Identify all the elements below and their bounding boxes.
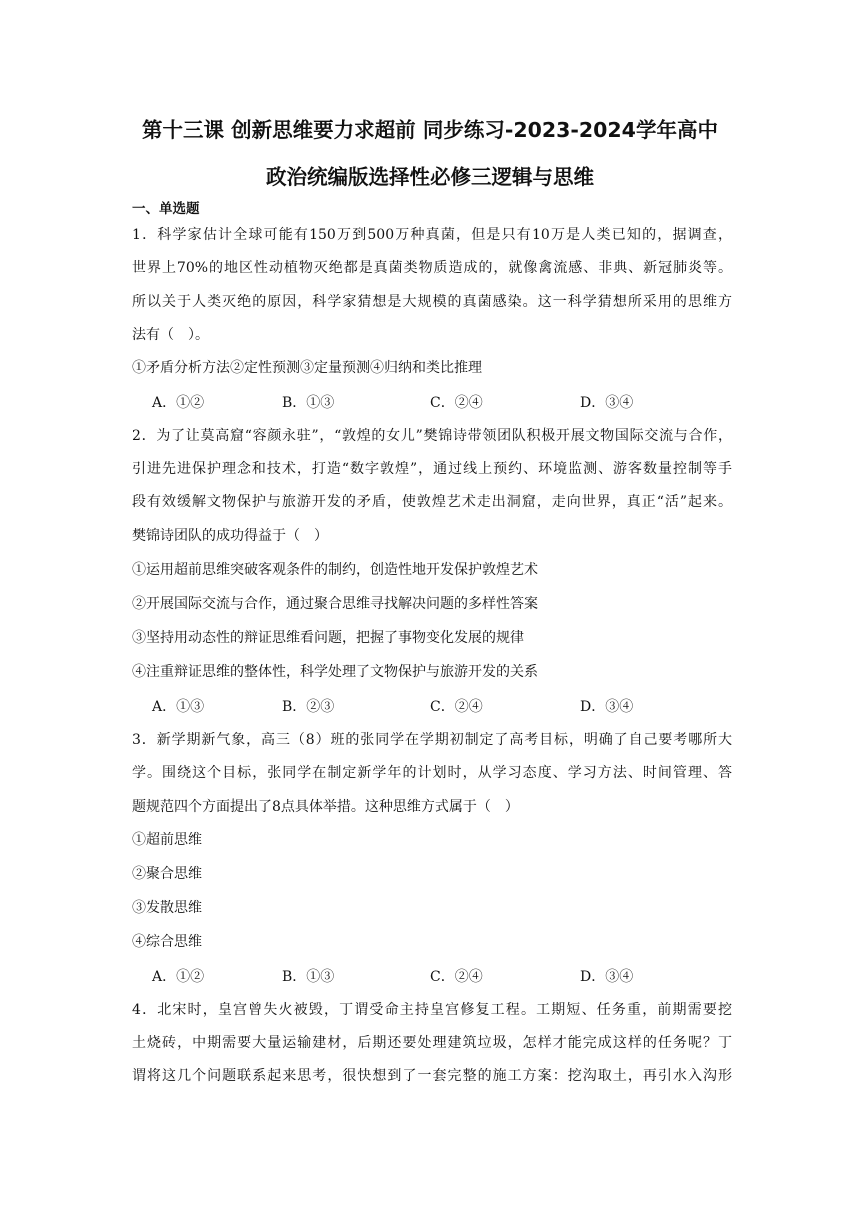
option-b: B．②③ <box>282 699 335 715</box>
statement-line: ③坚持用动态性的辩证思维看问题，把握了事物变化发展的规律 <box>132 630 524 646</box>
question-text-line: 段有效缓解文物保护与旅游开发的矛盾，使敦煌艺术走出洞窟，走向世界，真正“活”起来。 <box>132 494 732 510</box>
statement-line: ②开展国际交流与合作，通过聚合思维寻找解决问题的多样性答案 <box>132 596 538 612</box>
question-text-line: 1．科学家估计全球可能有150万到500万种真菌，但是只有10万是人类已知的，据调查， <box>132 227 732 243</box>
option-d: D．③④ <box>580 969 634 985</box>
option-a: A．①③ <box>152 699 205 715</box>
statement-line: ①矛盾分析方法②定性预测③定量预测④归纳和类比推理 <box>132 360 482 376</box>
question-text-line: 樊锦诗团队的成功得益于（ ） <box>132 528 328 544</box>
section-heading: 一、单选题 <box>132 201 200 217</box>
question-text-line: 引进先进保护理念和技术，打造“数字敦煌”，通过线上预约、环境监测、游客数量控制等手 <box>132 461 732 477</box>
option-c: C．②④ <box>430 395 483 411</box>
question-text-line: 3．新学期新气象，高三（8）班的张同学在学期初制定了高考目标，明确了自己要考哪所大 <box>132 732 732 748</box>
option-d: D．③④ <box>580 699 634 715</box>
question-text-line: 4．北宋时，皇宫曾失火被毁，丁谓受命主持皇宫修复工程。工期短、任务重，前期需要挖 <box>132 1002 732 1018</box>
question-text-line: 学。围绕这个目标，张同学在制定新学年的计划时，从学习态度、学习方法、时间管理、答 <box>132 765 732 781</box>
statement-line: ④注重辩证思维的整体性，科学处理了文物保护与旅游开发的关系 <box>132 664 538 680</box>
question-text-line: 2．为了让莫高窟“容颜永驻”，“敦煌的女儿”樊锦诗带领团队积极开展文物国际交流与合作， <box>132 428 732 444</box>
statement-line: ①超前思维 <box>132 832 202 848</box>
statement-line: ④综合思维 <box>132 934 202 950</box>
statement-line: ③发散思维 <box>132 900 202 916</box>
question-text-line: 谓将这几个问题联系起来思考，很快想到了一套完整的施工方案：挖沟取土，再引水入沟形 <box>132 1068 732 1084</box>
option-b: B．①③ <box>282 969 335 985</box>
question-text-line: 土烧砖，中期需要大量运输建材，后期还要处理建筑垃圾，怎样才能完成这样的任务呢？丁 <box>132 1035 732 1051</box>
question-text-line: 法有（ ）。 <box>132 327 209 343</box>
option-c: C．②④ <box>430 969 483 985</box>
question-text-line: 题规范四个方面提出了8点具体举措。这种思维方式属于（ ） <box>132 799 519 815</box>
option-b: B．①③ <box>282 395 335 411</box>
question-text-line: 世界上70%的地区性动植物灭绝都是真菌类物质造成的，就像禽流感、非典、新冠肺炎等。 <box>132 260 732 276</box>
option-a: A．①② <box>152 395 205 411</box>
statement-line: ①运用超前思维突破客观条件的制约，创造性地开发保护敦煌艺术 <box>132 562 538 578</box>
option-a: A．①② <box>152 969 205 985</box>
question-text-line: 所以关于人类灭绝的原因，科学家猜想是大规模的真菌感染。这一科学猜想所采用的思维方 <box>132 294 732 310</box>
statement-line: ②聚合思维 <box>132 866 202 882</box>
option-c: C．②④ <box>430 699 483 715</box>
document-title-line-2: 政治统编版选择性必修三逻辑与思维 <box>266 165 594 189</box>
option-d: D．③④ <box>580 395 634 411</box>
document-title-line-1: 第十三课 创新思维要力求超前 同步练习-2023-2024学年高中 <box>142 118 718 142</box>
